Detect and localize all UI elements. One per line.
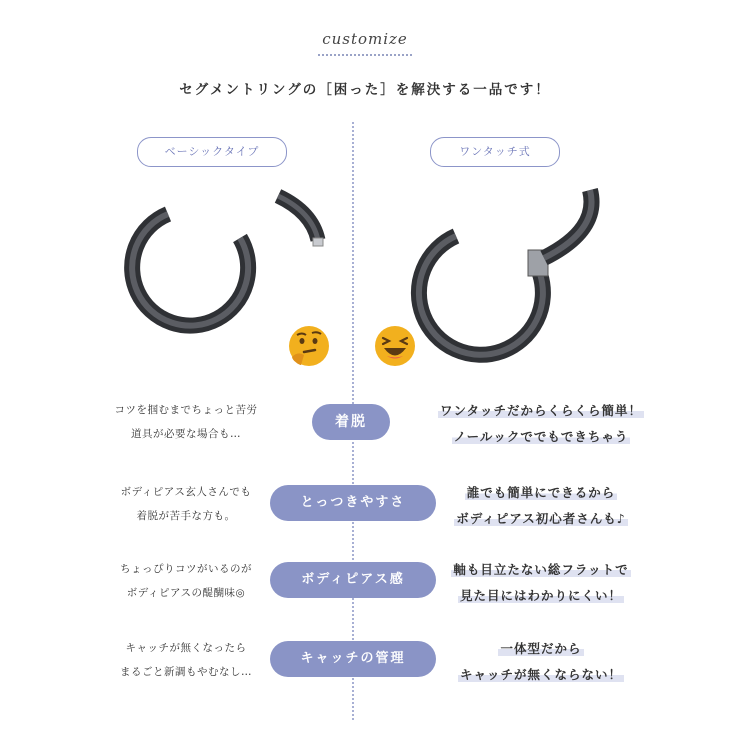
one-touch-detail-2: 誰でも簡単にできるから ボディピアス初心者さんも♪ bbox=[456, 485, 626, 526]
headline: セグメントリングの［困った］を解決する一品です！ bbox=[179, 82, 551, 98]
category-pill-piercing-feel: ボディピアス感 bbox=[270, 562, 436, 598]
basic-detail-1: コツを掴むまでちょっと苦労 道具が必要な場合も… bbox=[114, 404, 258, 440]
category-pill-approachability: とっつきやすさ bbox=[270, 485, 436, 521]
category-pill-catch-management: キャッチの管理 bbox=[270, 641, 436, 677]
basic-detail-3: ちょっぴりコツがいるのが ボディピアスの醍醐味◎ bbox=[120, 563, 252, 599]
basic-ring-image bbox=[132, 214, 248, 326]
basic-type-label: ベーシックタイプ bbox=[137, 137, 287, 167]
laughing-face-icon bbox=[374, 325, 416, 367]
basic-detail-4: キャッチが無くなったら まるごと新調もやむなし… bbox=[120, 642, 252, 678]
category-pill-attach: 着脱 bbox=[312, 404, 390, 440]
one-touch-detail-3: 軸も目立たない総フラットで 見た目にはわかりにくい！ bbox=[453, 562, 629, 603]
basic-detail-2: ボディピアス玄人さんでも 着脱が苦手な方も。 bbox=[120, 486, 252, 522]
script-title: customize bbox=[322, 30, 408, 48]
one-touch-type-label: ワンタッチ式 bbox=[430, 137, 560, 167]
one-touch-detail-1: ワンタッチだからくらくら簡単！ ノールックででもできちゃう bbox=[439, 403, 642, 444]
thinking-face-icon bbox=[288, 325, 330, 367]
basic-segment-image bbox=[278, 196, 323, 246]
one-touch-ring-image bbox=[419, 190, 592, 355]
one-touch-detail-4: 一体型だから キャッチが無くならない！ bbox=[459, 641, 622, 682]
